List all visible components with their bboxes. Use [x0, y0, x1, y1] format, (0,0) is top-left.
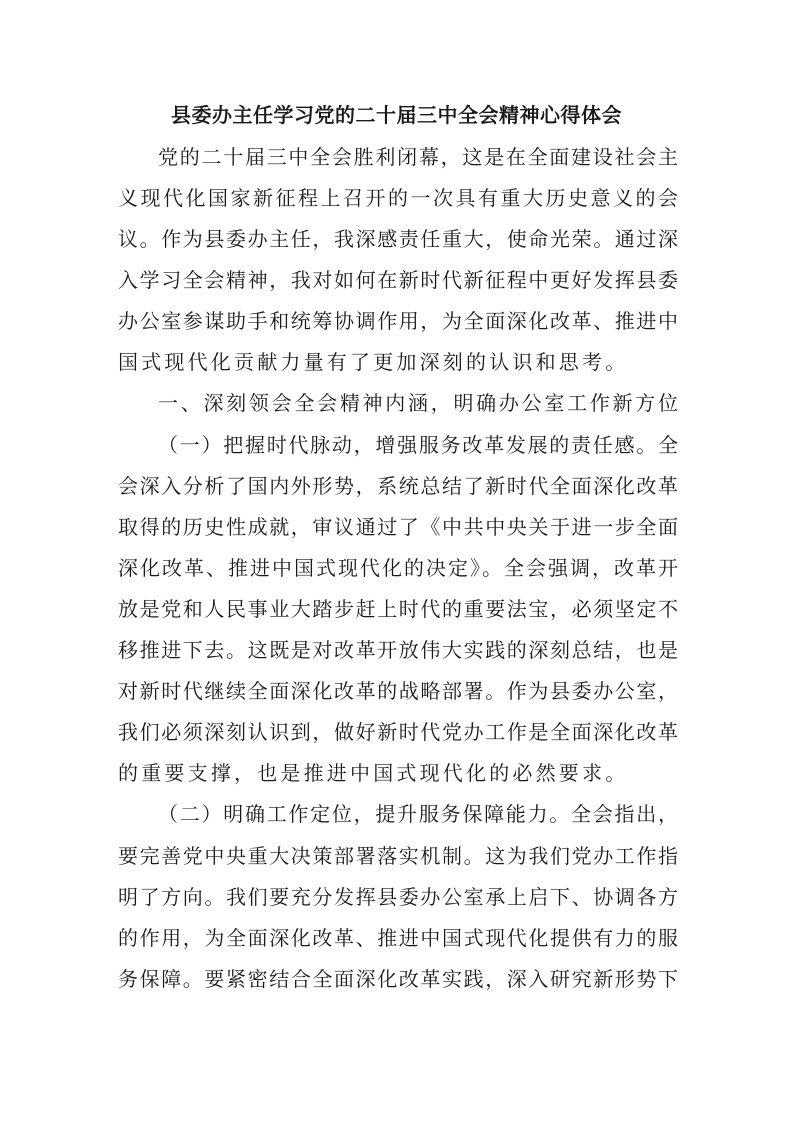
paragraph-line: 入学习全会精神，我对如何在新时代新征程中更好发挥县委 — [118, 268, 678, 292]
paragraph-line: 会深入分析了国内外形势，系统总结了新时代全面深化改革 — [118, 474, 678, 498]
paragraph-line: 取得的历史性成就，审议通过了《中共中央关于进一步全面 — [118, 515, 678, 539]
paragraph-line: 义现代化国家新征程上召开的一次具有重大历史意义的会 — [118, 186, 678, 210]
paragraph-line: 对新时代继续全面深化改革的战略部署。作为县委办公室， — [118, 679, 678, 703]
paragraph-line: （二）明确工作定位，提升服务保障能力。全会指出， — [158, 802, 678, 826]
paragraph-line: 办公室参谋助手和统筹协调作用，为全面深化改革、推进中 — [118, 309, 678, 333]
paragraph-line: 明了方向。我们要充分发挥县委办公室承上启下、协调各方 — [118, 885, 678, 909]
paragraph-line: 放是党和人民事业大踏步赶上时代的重要法宝，必须坚定不 — [118, 597, 678, 621]
paragraph-line: 党的二十届三中全会胜利闭幕，这是在全面建设社会主 — [158, 145, 678, 169]
document-title: 县委办主任学习党的二十届三中全会精神心得体会 — [171, 103, 622, 127]
paragraph-line: 的重要支撑，也是推进中国式现代化的必然要求。 — [118, 761, 629, 785]
paragraph-line: 的作用，为全面深化改革、推进中国式现代化提供有力的服 — [118, 926, 678, 950]
paragraph-line: 国式现代化贡献力量有了更加深刻的认识和思考。 — [118, 350, 629, 374]
section-heading: 一、深刻领会全会精神内涵，明确办公室工作新方位 — [158, 391, 678, 415]
paragraph-line: 议。作为县委办主任，我深感责任重大，使命光荣。通过深 — [118, 227, 678, 251]
paragraph-line: 移推进下去。这既是对改革开放伟大实践的深刻总结，也是 — [118, 638, 678, 662]
paragraph-line: 深化改革、推进中国式现代化的决定》。全会强调，改革开 — [118, 556, 678, 580]
paragraph-line: 要完善党中央重大决策部署落实机制。这为我们党办工作指 — [118, 844, 678, 868]
paragraph-line: 我们必须深刻认识到，做好新时代党办工作是全面深化改革 — [118, 720, 678, 744]
paragraph-line: 务保障。要紧密结合全面深化改革实践，深入研究新形势下 — [118, 967, 678, 991]
paragraph-line: （一）把握时代脉动，增强服务改革发展的责任感。全 — [158, 433, 678, 457]
